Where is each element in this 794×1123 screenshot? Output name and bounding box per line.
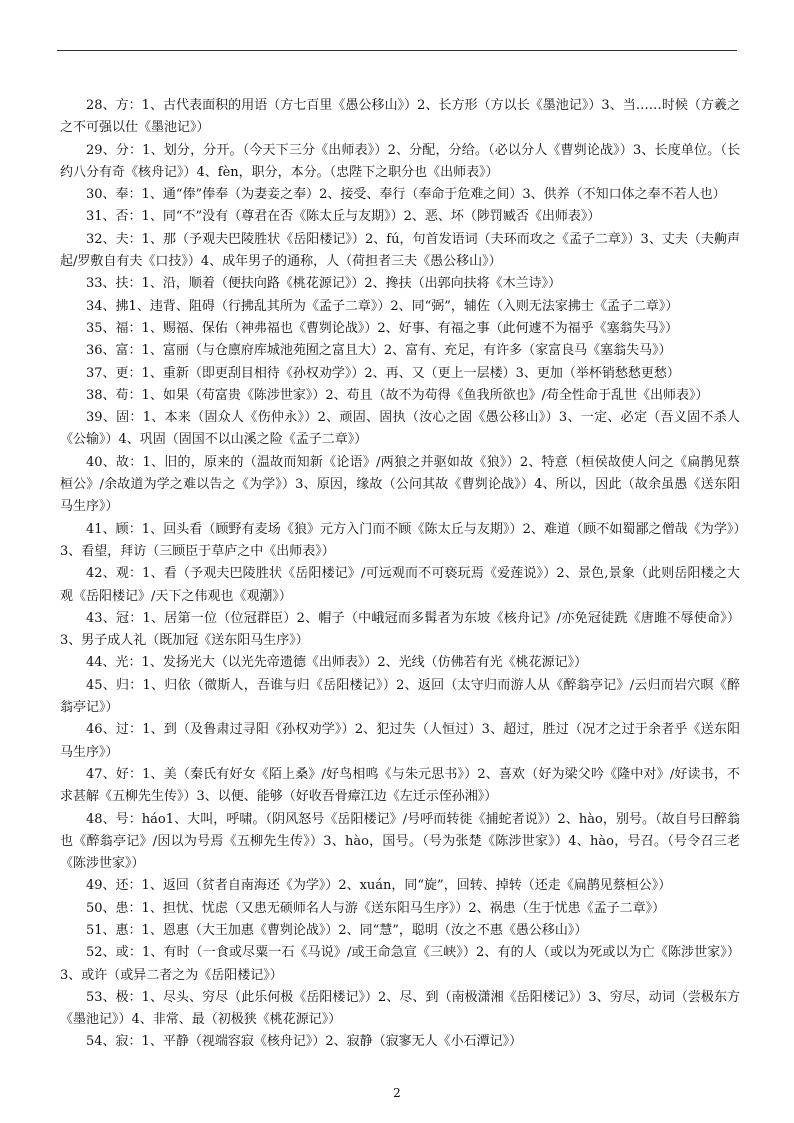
entry-46: 46、过：1、到（及鲁肃过寻阳《孙权劝学》）2、犯过失（人恒过）3、超过，胜过（况才之过于余者乎《送东阳马生序》）	[60, 722, 740, 760]
entry-43: 43、冠：1、居第一位（位冠群臣）2、帽子（中峨冠而多髯者为东坡《核舟记》/亦免冠徒跣《唐雎不辱使命》）3、男子成人礼（既加冠《送东阳马生序》）	[60, 610, 740, 649]
entry-44: 44、光：1、发扬光大（以光先帝遗德《出师表》）2、光线（仿佛若有光《桃花源记》）	[86, 655, 588, 671]
entry-35: 35、福：1、赐福、保佑（神弗福也《曹刿论战》）2、好事、有福之事（此何遽不为福乎《塞翁失马》）	[86, 320, 679, 336]
page-number: 2	[393, 1086, 401, 1100]
header-rule	[57, 50, 737, 51]
entry-32: 32、夫：1、那（予观夫巴陵胜状《岳阳楼记》）2、fú，句首发语词（夫环而攻之《孟子二章》）3、丈夫（夫齁声起/罗敷自有夫《口技》）4、成年男子的通称，人（荷担者三夫《愚公移山》）	[60, 231, 740, 270]
entry-29: 29、分：1、划分，分开。（今天下三分《出师表》）2、分配，分给。（必以分人《曹刿论战》）3、长度单位。（长约八分有奇《核舟记》）4、fèn，职分，本分。（忠陛下之职分也《出师表》）	[60, 142, 740, 180]
entry-28: 28、方：1、古代表面积的用语（方七百里《愚公移山》）2、长方形（方以长《墨池记》）3、当……时候（方羲之之不可强以仕《墨池记》）	[60, 98, 740, 136]
entry-39: 39、固：1、本来（固众人《伤仲永》）2、顽固、固执（汝心之固《愚公移山》）3、一定、必定（吾义固不杀人《公输》）4、巩固（固国不以山溪之险《孟子二章》）	[60, 410, 740, 448]
entry-33: 33、扶：1、沿，顺着（便扶向路《桃花源记》）2、搀扶（出郭向扶将《木兰诗》）	[86, 276, 562, 292]
entry-36: 36、富：1、富丽（与仓廪府库城池苑囿之富且大）2、富有、充足，有许多（家富良马《塞翁失马》）	[86, 343, 672, 359]
entry-40: 40、故：1、旧的，原来的（温故而知新《论语》/两狼之并驱如故《狼》）2、特意（桓侯故使人问之《扁鹊见蔡桓公》/余故道为学之难以告之《为学》）3、原因，缘故（公问其故《曹刿论战》）4、所以，因此（故余虽愚《送东阳马生序》）	[60, 454, 740, 515]
entry-51: 51、惠：1、恩惠（大王加惠《曹刿论战》）2、同“慧”，聪明（汝之不惠《愚公移山》）	[86, 922, 588, 938]
entry-45: 45、归：1、归依（微斯人，吾谁与归《岳阳楼记》）2、返回（太守归而游人从《醉翁亭记》/云归而岩穴暝《醉翁亭记》）	[60, 677, 740, 716]
entry-31: 31、否：1、同“不”没有（尊君在否《陈太丘与友期》）2、恶、坏（陟罚臧否《出师表》）	[86, 209, 601, 225]
document-body	[60, 95, 740, 1054]
entry-54: 54、寂：1、平静（视端容寂《核舟记》）2、寂静（寂寥无人《小石潭记》）	[86, 1034, 523, 1050]
entry-47: 47、好：1、美（秦氏有好女《陌上桑》/好鸟相鸣《与朱元思书》）2、喜欢（好为梁父吟《隆中对》/好读书，不求甚解《五柳先生传》）3、以便、能够（好收吾骨瘴江边《左迁示侄孙湘》）	[60, 766, 740, 805]
entry-34: 34、拂1、违背、阻碍（行拂乱其所为《孟子二章》）2、同“弼”，辅佐（入则无法家拂士《孟子二章》）	[86, 298, 679, 314]
entry-38: 38、苟：1、如果（苟富贵《陈涉世家》）2、苟且（故不为苟得《鱼我所欲也》/苟全性命于乱世《出师表》）	[86, 387, 709, 403]
entry-42: 42、观：1、看（予观夫巴陵胜状《岳阳楼记》/可远观而不可亵玩焉《爱莲说》）2、景色,景象（此则岳阳楼之大观《岳阳楼记》/天下之伟观也《观潮》）	[60, 566, 740, 604]
entry-53: 53、极：1、尽头、穷尽（此乐何极《岳阳楼记》）2、尽、到（南极潇湘《岳阳楼记》）3、穷尽，动词（尝极东方《墨池记》）4、非常、最（初极狭《桃花源记》）	[60, 989, 740, 1028]
entry-41: 41、顾：1、回头看（顾野有麦场《狼》元方入门而不顾《陈太丘与友期》）2、难道（顾不如蜀鄙之僧哉《为学》）3、看望，拜访（三顾臣于草庐之中《出师表》）	[60, 521, 740, 559]
entry-30: 30、奉：1、通“俸”俸奉（为妻妾之奉）2、接受、奉行（奉命于危难之间）3、供养（不知口体之奉不若人也）	[86, 187, 726, 203]
entry-37: 37、更：1、重新（即更刮目相待《孙权劝学》）2、再、又（更上一层楼）3、更加（举杯销愁愁更愁）	[86, 365, 680, 381]
entry-52: 52、或：1、有时（一食或尽粟一石《马说》/或王命急宣《三峡》）2、有的人（或以为死或以为亡《陈涉世家》）3、或许（或异二者之为《岳阳楼记》）	[60, 945, 740, 983]
entry-48: 48、号：háo1、大叫，呼啸。（阴风怒号《岳阳楼记》/号呼而转徙《捕蛇者说》）2、hào，别号。（故自号曰醉翁也《醉翁亭记》/因以为号焉《五柳先生传》）3、hào，国号。（号为张楚《陈涉世家》）4、hào，号召。（号令召三老《陈涉世家》）	[60, 811, 740, 872]
entry-50: 50、患：1、担忧、忧虑（又患无硕师名人与游《送东阳马生序》）2、祸患（生于忧患《孟子二章》）	[86, 900, 666, 916]
entry-49: 49、还：1、返回（贫者自南海还《为学》）2、xuán，同“旋”，回转、掉转（还走《扁鹊见蔡桓公》）	[86, 878, 672, 894]
